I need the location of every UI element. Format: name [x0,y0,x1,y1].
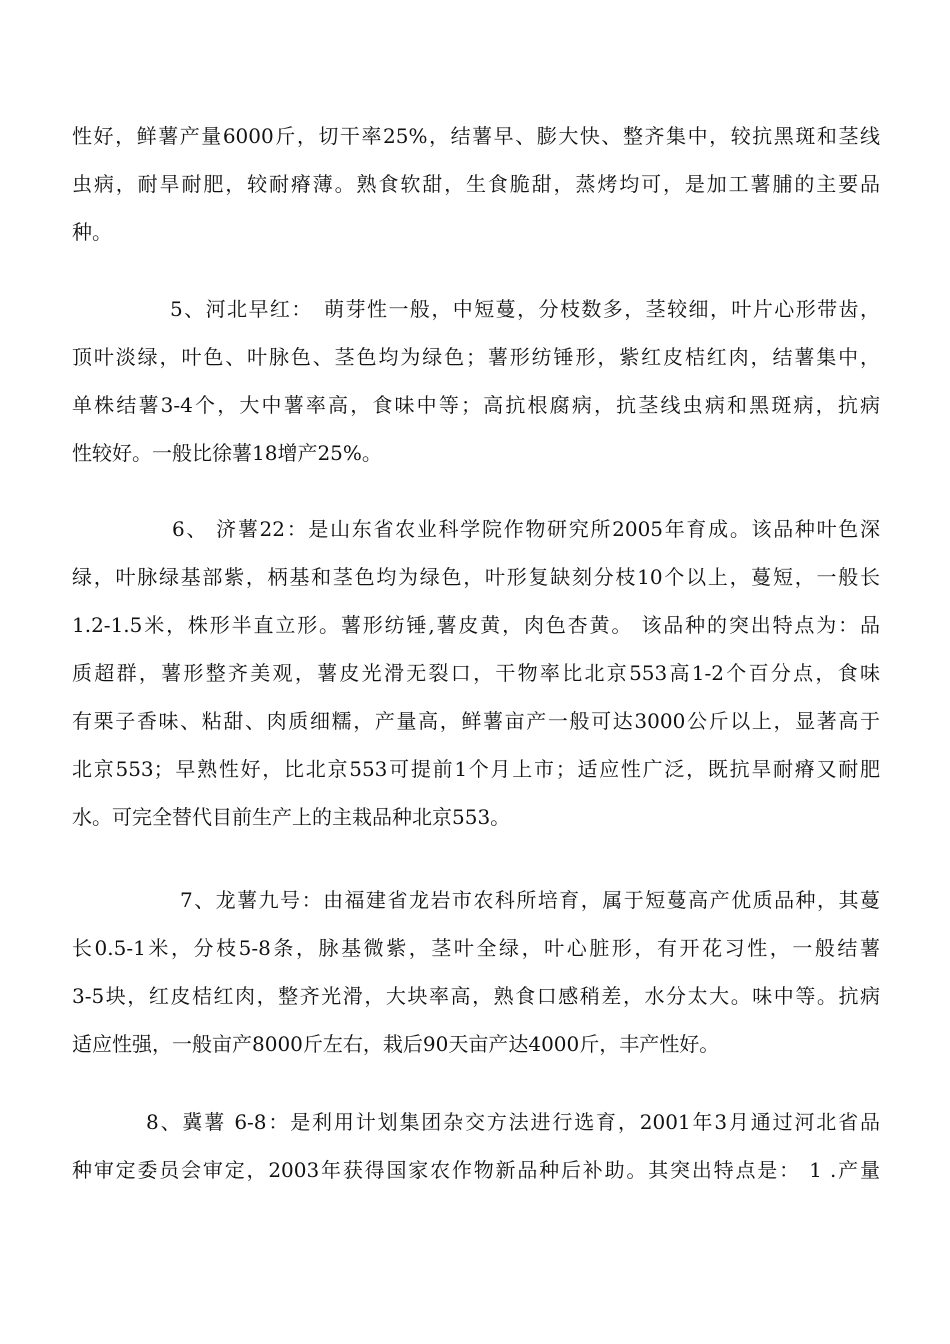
text-line: 有栗子香味、粘甜、肉质细糯，产量高，鲜薯亩产一般可达3000公斤以上，显著高于 [72,709,880,733]
text-line: 性好，鲜薯产量6000斤，切干率25%，结薯早、膨大快、整齐集中，较抗黑斑和茎线 [72,124,880,148]
text-line: 水。可完全替代目前生产上的主栽品种北京553。 [72,805,511,829]
text-line: 性较好。一般比徐薯18增产25%。 [72,441,382,465]
text-line: 虫病，耐旱耐肥，较耐瘠薄。熟食软甜，生食脆甜，蒸烤均可，是加工薯脯的主要品 [72,172,880,196]
paragraph-longshu-9 [72,876,880,1068]
text-line: 长0.5-1米，分枝5-8条，脉基微紫，茎叶全绿，叶心脏形，有开花习性，一般结薯 [72,936,880,960]
paragraph-jishu-6-8 [72,1098,880,1194]
text-line: 北京553；早熟性好，比北京553可提前1个月上市；适应性广泛，既抗旱耐瘠又耐肥 [72,757,880,781]
text-line: 6、 济薯22：是山东省农业科学院作物研究所2005年育成。该品种叶色深 [172,517,880,541]
paragraph-jishu-22 [72,505,880,841]
text-line: 顶叶淡绿，叶色、叶脉色、茎色均为绿色；薯形纺锤形，紫红皮桔红肉，结薯集中， [72,345,880,369]
text-line: 3-5块，红皮桔红肉，整齐光滑，大块率高，熟食口感稍差，水分太大。味中等。抗病 [72,984,880,1008]
text-line: 1.2-1.5米，株形半直立形。薯形纺锤,薯皮黄，肉色杏黄。 该品种的突出特点为：品 [72,613,880,637]
text-line: 绿，叶脉绿基部紫，柄基和茎色均为绿色，叶形复缺刻分枝10个以上，蔓短，一般长 [72,565,880,589]
text-line: 7、龙薯九号：由福建省龙岩市农科所培育，属于短蔓高产优质品种，其蔓 [180,888,880,912]
text-line: 8、冀薯 6-8：是利用计划集团杂交方法进行选育，2001年3月通过河北省品 [146,1110,880,1134]
text-line: 种审定委员会审定，2003年获得国家农作物新品种后补助。其突出特点是： 1 .产量 [72,1158,880,1182]
text-line: 5、河北早红： 萌芽性一般，中短蔓，分枝数多，茎较细，叶片心形带齿， [170,297,880,321]
text-line: 单株结薯3-4个，大中薯率高，食味中等；高抗根腐病，抗茎线虫病和黑斑病，抗病 [72,393,880,417]
text-line: 质超群，薯形整齐美观，薯皮光滑无裂口，干物率比北京553高1-2个百分点，食味 [72,661,880,685]
paragraph-intro-continued [72,112,880,256]
text-line: 适应性强，一般亩产8000斤左右，栽后90天亩产达4000斤，丰产性好。 [72,1032,720,1056]
text-line: 种。 [72,220,112,244]
paragraph-hebei-zaohong [72,285,880,477]
